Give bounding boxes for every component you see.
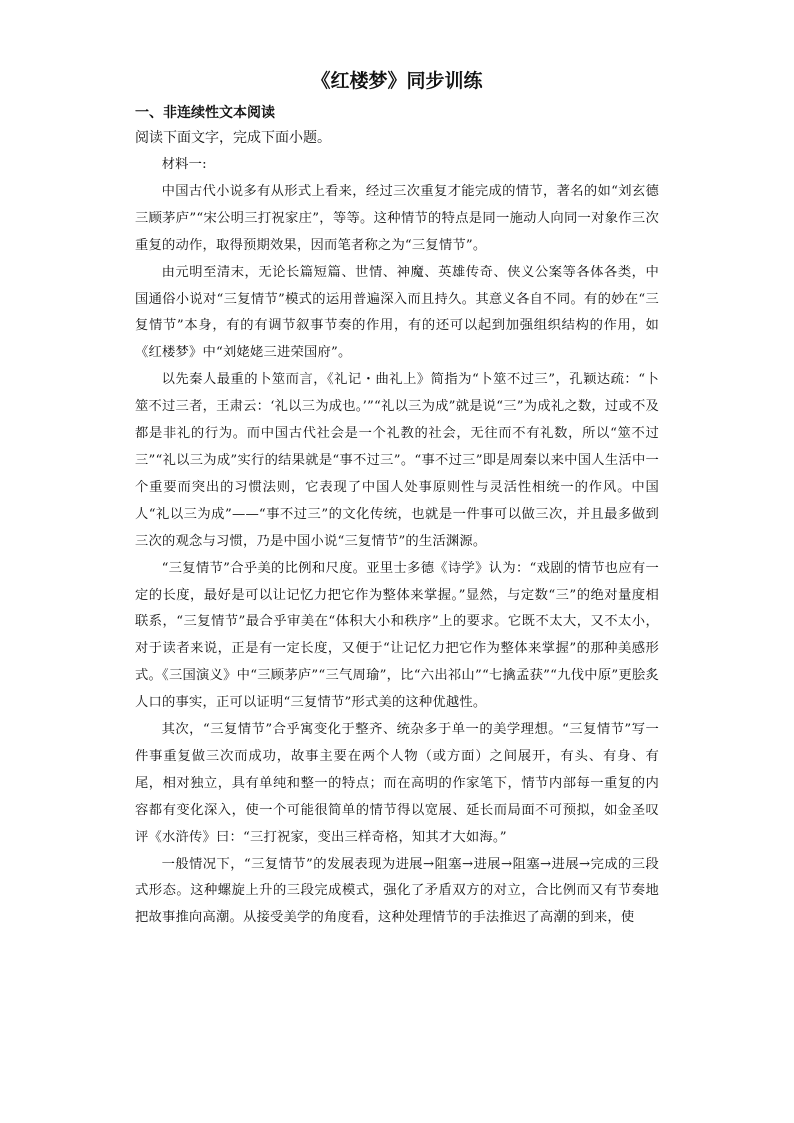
document-title: 《红楼梦》同步训练: [311, 70, 483, 92]
material-label: 材料一:: [161, 157, 207, 172]
paragraph-4: “三复情节”合乎美的比例和尺度。亚里士多德《诗学》认为：“戏剧的情节也应有一定的长度，最好是可以让记忆力把它作为整体来掌握。”显然，与定数“三”的绝对量度相联系，“三复情节”最合乎审美在“体积大小和秩序”上的要求。它既不太大，又不太小，对于读者来说，正是有一定长度，又便于“让记忆力把它作为整体来掌握”的那种美感形式。《三国演义》中“三顾茅庐”“三气周瑜”，比“六出祁山”“七擒孟获”“九伐中原”更脍炙人口的事实，正可以证明“三复情节”形式美的这种优越性。: [135, 560, 659, 711]
paragraph-2: 由元明至清末，无论长篇短篇、世情、神魔、英雄传奇、侠义公案等各体各类，中国通俗小说对“三复情节”模式的运用普遍深入而且持久。其意义各自不同。有的妙在“三复情节”本身，有的有调节叙事节奏的作用，有的还可以起到加强组织结构的作用，如《红楼梦》中“刘姥姥三进荣国府”。: [135, 264, 659, 361]
article-body: [135, 152, 659, 932]
paragraph-1: 中国古代小说多有从形式上看来，经过三次重复才能完成的情节，著名的如“刘玄德三顾茅庐”“宋公明三打祝家庄”，等等。这种情节的特点是同一施动人向同一对象作三次重复的动作，取得预期效果，因而笔者称之为“三复情节”。: [135, 183, 659, 253]
paragraph-5: 其次，“三复情节”合乎寓变化于整齐、统杂多于单一的美学理想。“三复情节”写一件事重复做三次而成功，故事主要在两个人物（或方面）之间展开，有头、有身、有尾，相对独立，具有单纯和整一的特点；而在高明的作家笔下，情节内部每一重复的内容都有变化深入，使一个可能很简单的情节得以宽展、延长而局面不可预拟，如金圣叹评《水浒传》曰：“三打祝家，变出三样奇格，知其才大如海。”: [135, 722, 659, 845]
paragraph-3: 以先秦人最重的卜筮而言，《礼记・曲礼上》简指为“卜筮不过三”，孔颖达疏：“卜筮不过三者，王肃云：‘礼以三为成也。’”“礼以三为成”就是说“三”为成礼之数，过或不及都是非礼的行为。而中国古代社会是一个礼教的社会，无往而不有礼数，所以“筮不过三”“礼以三为成”实行的结果就是“事不过三”。“事不过三”即是周秦以来中国人生活中一个重要而突出的习惯法则，它表现了中国人处事原则性与灵活性相统一的作风。中国人“礼以三为成”——“事不过三”的文化传统，也就是一件事可以做三次，并且最多做到三次的观念与习惯，乃是中国小说“三复情节”的生活渊源。: [135, 372, 659, 549]
section-heading: 一、非连续性文本阅读: [135, 105, 275, 121]
reading-instruction: 阅读下面文字，完成下面小题。: [135, 130, 331, 146]
paragraph-6: 一般情况下，“三复情节”的发展表现为进展→阻塞→进展→阻塞→进展→完成的三段式形态。这种螺旋上升的三段完成模式，强化了矛盾双方的对立，合比例而又有节奏地把故事推向高潮。从接受美学的角度看，这种处理情节的手法推迟了高潮的到来，使: [135, 856, 659, 926]
